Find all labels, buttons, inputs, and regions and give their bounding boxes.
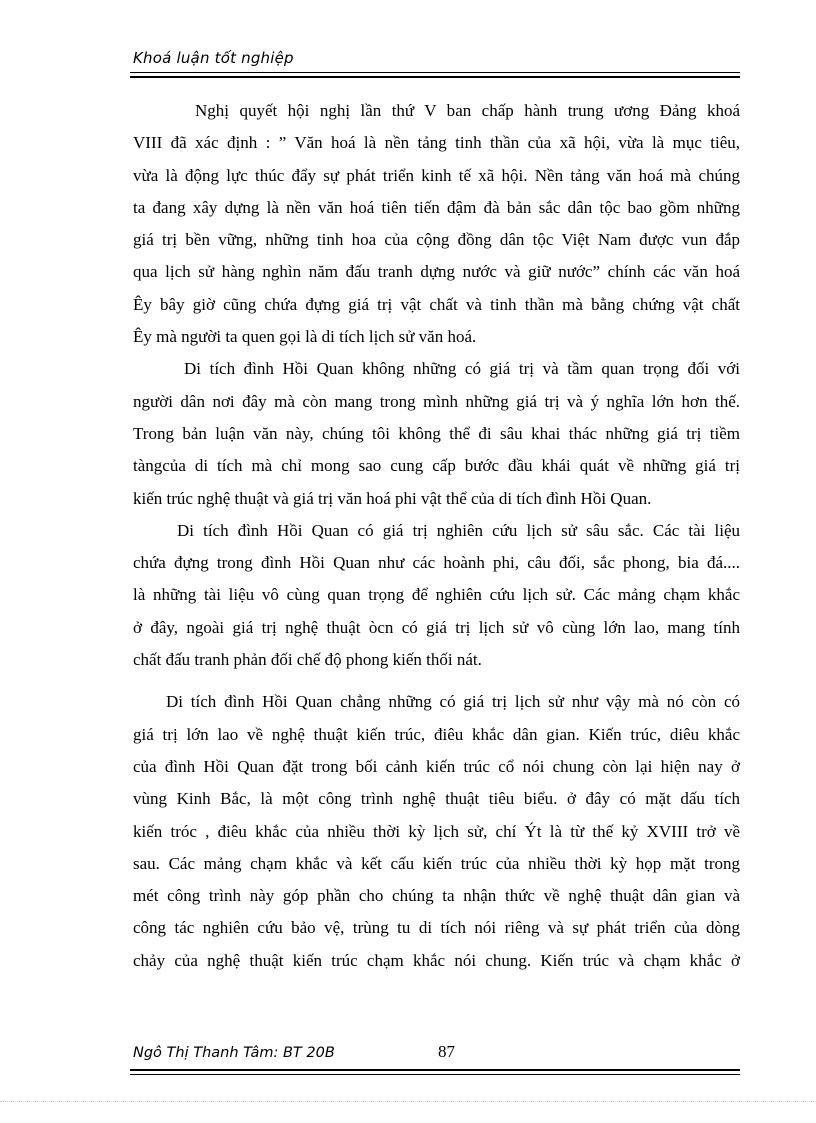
text-line: chảy của nghệ thuật kiến trúc chạm khắc nói chung. Kiến trúc và chạm khắc ở [133,950,740,970]
text-line: Di tích đình Hồi Quan không những có giá trị và tầm quan trọng đối với [184,359,740,379]
footer-rule-bottom [130,1074,740,1075]
page-edge-divider [0,1101,816,1102]
text-line: Nghị quyết hội nghị lần thứ V ban chấp hành trung ương Đảng khoá [195,101,740,120]
footer-author: Ngô Thị Thanh Tâm: BT 20B [133,1045,335,1061]
paragraph-2 [133,353,740,514]
paragraph-3 [133,515,740,676]
text-line: Di tích đình Hồi Quan có giá trị nghiên cứu lịch sử sâu sắc. Các tài liệu [177,520,740,540]
text-line: vừa là động lực thúc đẩy sự phát triển kinh tế xã hội. Nền tảng văn hoá mà chúng [133,165,740,185]
page-number: 87 [438,1042,455,1061]
text-line: Êy mà người ta quen gọi là di tích lịch sử văn hoá. [133,327,477,347]
text-line: chứa đựng trong đình Hồi Quan như các hoành phi, câu đối, sắc phong, bia đá.... [133,553,740,573]
body-text [133,95,740,977]
header-rule-bottom [130,76,740,78]
text-line: Êy bây giờ cũng chứa đựng giá trị vật chất và tinh thần mà bằng chứng vật chất [133,294,740,314]
header-rule-top [130,72,740,73]
paragraph-4 [133,686,740,977]
text-line: vùng Kinh Bắc, là một công trình nghệ thuật tiêu biểu. ở đây có mặt dấu tích [133,789,740,809]
text-line: mét công trình này góp phần cho chúng ta nhận thức về nghệ thuật dân gian và [133,886,740,906]
text-line: giá trị lớn lao về nghệ thuật kiến trúc, điêu khắc dân gian. Kiến trúc, diêu khắc [133,724,740,744]
text-line: Di tích đình Hồi Quan chẳng những có giá trị lịch sử như vậy mà nó còn có [166,692,740,712]
text-line: của đình Hồi Quan đặt trong bối cảnh kiến trúc cổ nói chung còn lại hiện nay ở [133,756,740,776]
text-line: chất đấu tranh phản đối chế độ phong kiến thối nát. [133,650,482,670]
footer-rule-top [130,1069,740,1071]
paragraph-1 [133,95,740,353]
paragraph-gap [133,676,740,686]
text-line: người dân nơi đây mà còn mang trong mình những giá trị và ý nghĩa lớn hơn thế. [133,391,740,411]
text-line: ta đang xây dựng là nền văn hoá tiên tiến đậm đà bản sắc dân tộc bao gồm những [133,197,740,217]
text-line: qua lịch sử hàng nghìn năm đấu tranh dựng nước và giữ nước” chính các văn hoá [133,262,740,282]
text-line: VIII đã xác định : ” Văn hoá là nền tảng tinh thần của xã hội, vừa là mục tiêu, [133,133,740,153]
text-line: tàngcủa di tích mà chỉ mong sao cung cấp bước đầu khái quát về những giá trị [133,456,740,476]
header-title: Khoá luận tốt nghiệp [133,49,294,67]
text-line: ở đây, ngoài giá trị nghệ thuật òcn có giá trị lịch sử vô cùng lớn lao, mang tính [133,617,740,637]
text-line: sau. Các mảng chạm khắc và kết cấu kiến trúc của nhiều thời kỳ họp mặt trong [133,853,740,873]
text-line: kiến trúc nghệ thuật và giá trị văn hoá phi vật thể của di tích đình Hồi Quan. [133,488,652,508]
text-line: giá trị bền vững, những tinh hoa của cộng đồng dân tộc Việt Nam được vun đắp [133,230,740,250]
text-line: kiến tróc , điêu khắc của nhiều thời kỳ lịch sử, chí Ýt là từ thế kỷ XVIII trở về [133,821,740,841]
text-line: Trong bản luận văn này, chúng tôi không thể đi sâu khai thác những giá trị tiềm [133,423,740,443]
text-line: công tác nghiên cứu bảo vệ, trùng tu di tích nói riêng và sự phát triển của dòng [133,918,740,938]
text-line: là những tài liệu vô cùng quan trọng để nghiên cứu lịch sử. Các mảng chạm khắc [133,585,740,605]
